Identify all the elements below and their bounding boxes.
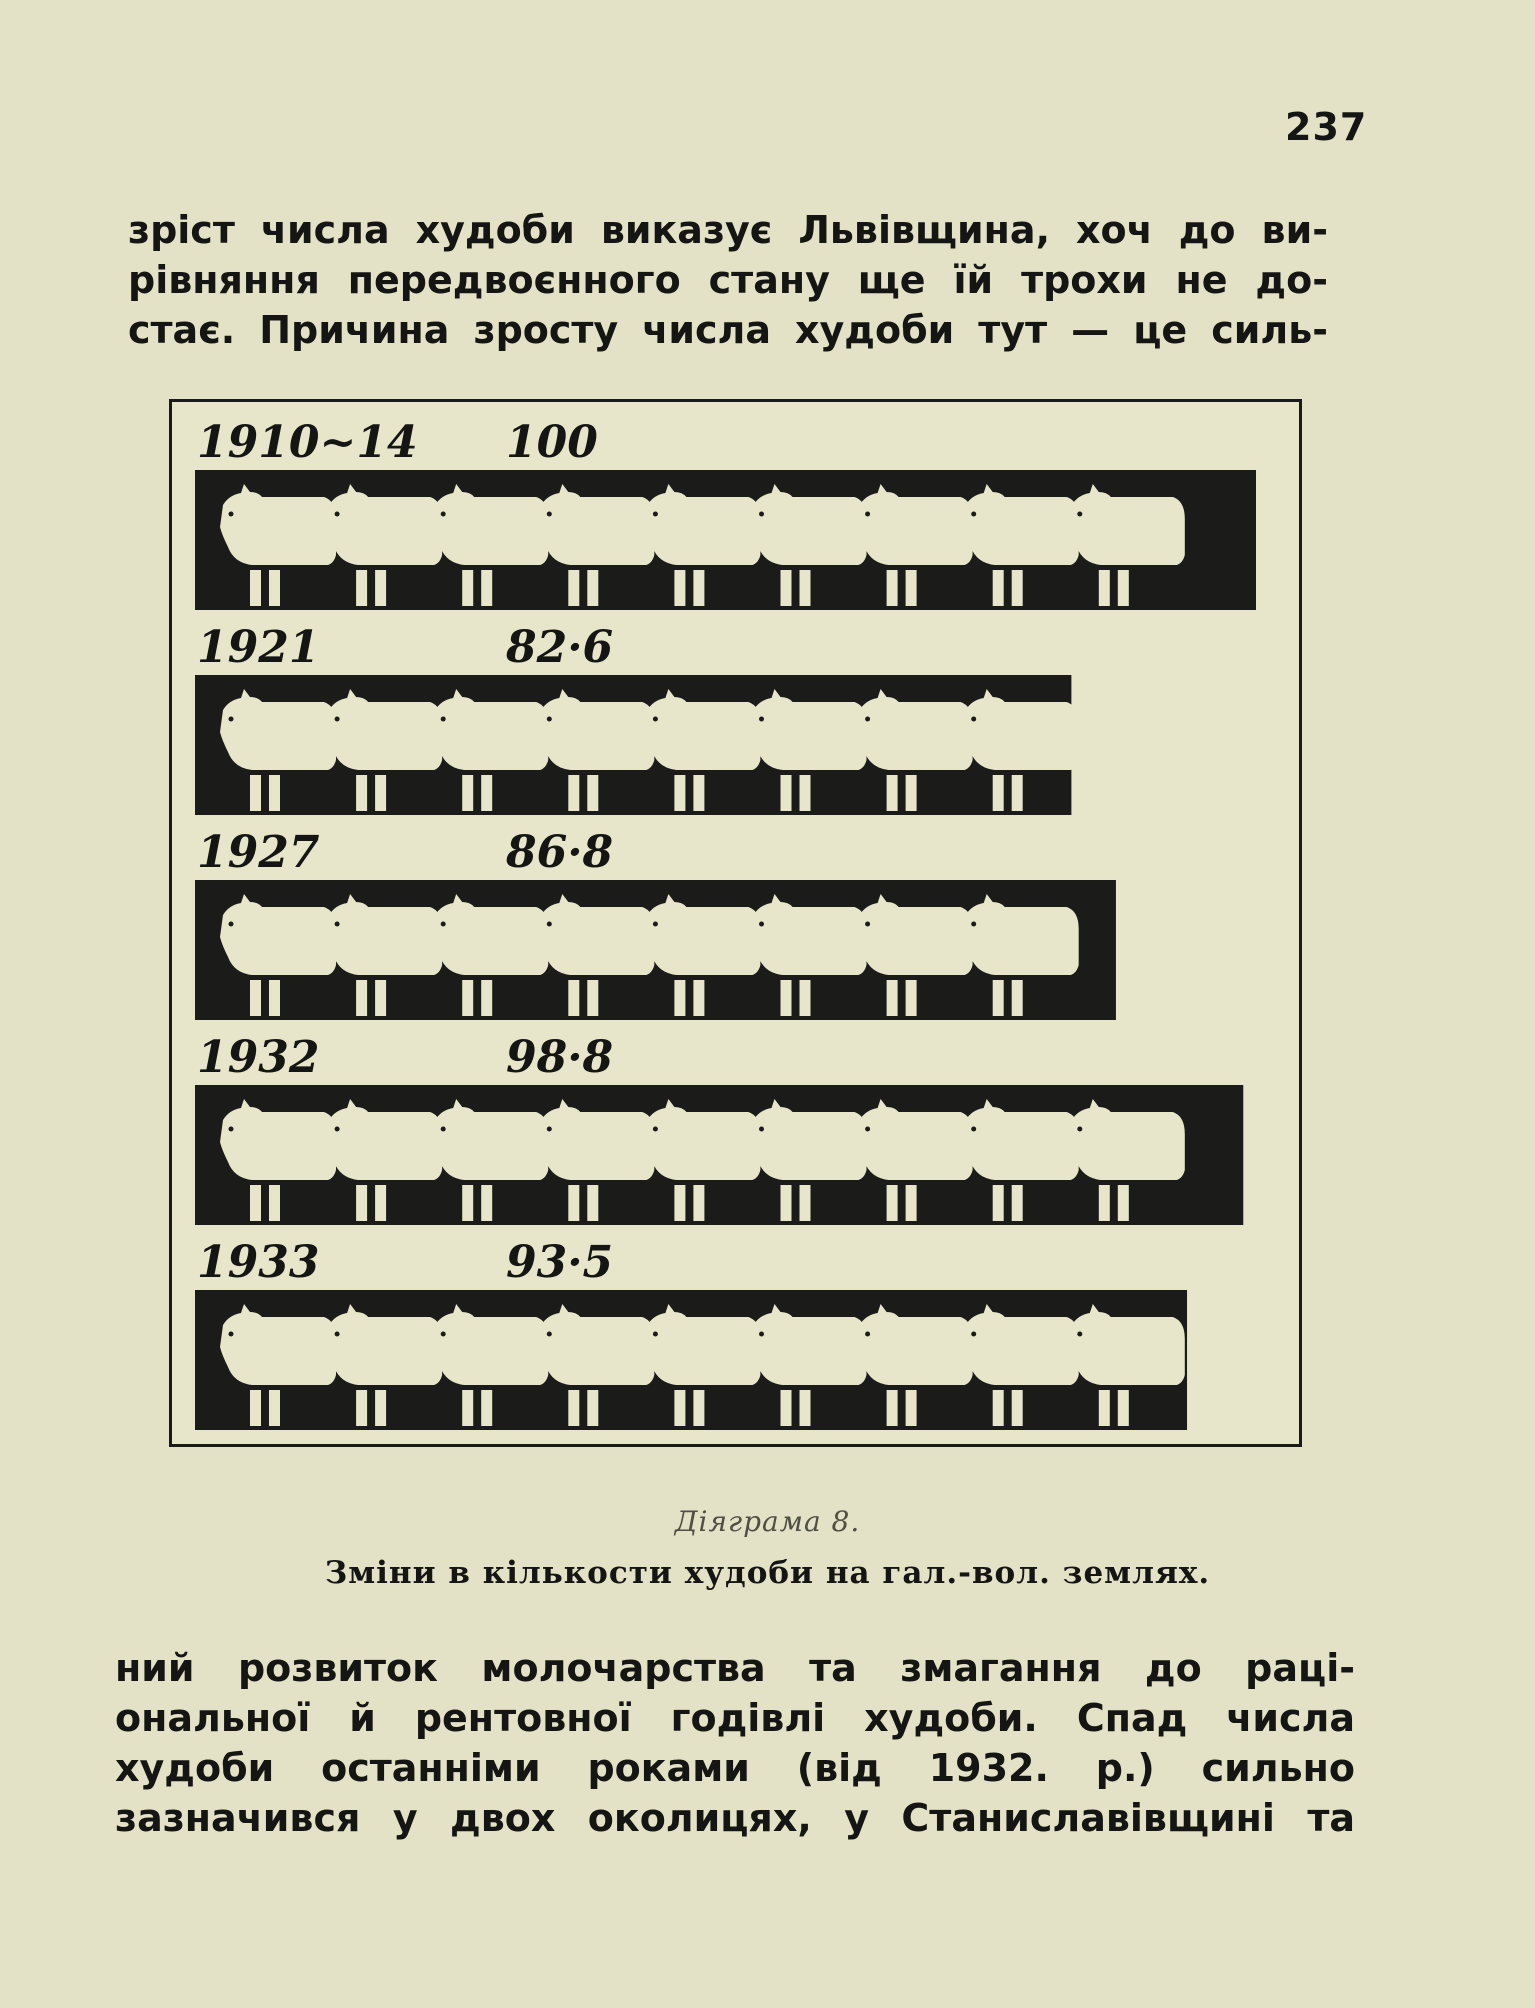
cow-leg xyxy=(250,775,261,811)
cow-leg xyxy=(906,980,917,1016)
row-year-label: 1921 xyxy=(197,622,320,673)
cow-leg xyxy=(674,570,685,606)
cow-leg xyxy=(906,1390,917,1426)
row-value-label: 82·6 xyxy=(506,622,614,673)
row-value-label: 98·8 xyxy=(506,1032,614,1083)
row-value-label: 86·8 xyxy=(506,827,614,878)
cow-leg xyxy=(887,980,898,1016)
row-year-label: 1910~14 xyxy=(197,417,418,468)
cow-eye xyxy=(547,717,552,722)
cow-eye xyxy=(865,1332,870,1337)
cow-leg xyxy=(269,1185,280,1221)
cow-leg xyxy=(693,775,704,811)
cow-leg xyxy=(887,1390,898,1426)
cow-eye xyxy=(759,1332,764,1337)
cow-leg xyxy=(481,1390,492,1426)
cow-eye xyxy=(971,717,976,722)
cow-eye xyxy=(759,512,764,517)
cattle-row xyxy=(195,470,1256,610)
cow-leg xyxy=(1012,570,1023,606)
cow-eye xyxy=(335,717,340,722)
cow-leg xyxy=(1012,1390,1023,1426)
cow-leg xyxy=(887,1185,898,1221)
cow-leg xyxy=(800,980,811,1016)
diagram-frame xyxy=(169,399,1302,1447)
cow-eye xyxy=(971,512,976,517)
cattle-pictogram-chart xyxy=(172,402,1299,1444)
cow-leg xyxy=(800,1185,811,1221)
cow-eye xyxy=(653,1127,658,1132)
cow-eye xyxy=(547,512,552,517)
cow-leg xyxy=(462,980,473,1016)
cow-leg xyxy=(693,1185,704,1221)
cow-eye xyxy=(441,1332,446,1337)
cow-leg xyxy=(269,775,280,811)
cow-leg xyxy=(375,980,386,1016)
cow-eye xyxy=(1077,1332,1082,1337)
cow-leg xyxy=(993,570,1004,606)
cow-leg xyxy=(887,775,898,811)
cow-eye xyxy=(547,1127,552,1132)
cow-eye xyxy=(1077,1127,1082,1132)
cow-leg xyxy=(481,570,492,606)
cow-leg xyxy=(993,1390,1004,1426)
cow-leg xyxy=(568,775,579,811)
paragraph-line: рівняння передвоєнного стану ще їй трохи не до- xyxy=(128,258,1328,302)
cow-eye xyxy=(653,922,658,927)
cow-eye xyxy=(441,717,446,722)
cow-leg xyxy=(887,570,898,606)
row-value-label: 93·5 xyxy=(506,1237,614,1288)
cow-leg xyxy=(1099,1185,1110,1221)
cow-eye xyxy=(759,922,764,927)
diagram-caption-title: Зміни в кількости худоби на гал.-вол. землях. xyxy=(324,1555,1211,1591)
cow-leg xyxy=(674,1185,685,1221)
cow-eye xyxy=(865,717,870,722)
cow-leg xyxy=(356,775,367,811)
cow-eye xyxy=(335,1127,340,1132)
cow-leg xyxy=(781,1185,792,1221)
cattle-row xyxy=(195,675,1079,815)
page-number: 237 xyxy=(1285,105,1368,149)
cow-eye xyxy=(229,512,234,517)
cattle-row xyxy=(195,1290,1187,1430)
cow-leg xyxy=(800,775,811,811)
cow-leg xyxy=(269,570,280,606)
cow-leg xyxy=(993,1185,1004,1221)
cow-leg xyxy=(1118,570,1129,606)
cow-eye xyxy=(1077,512,1082,517)
cow-leg xyxy=(568,570,579,606)
paragraph-line: худоби останніми роками (від 1932. р.) сильно xyxy=(115,1746,1355,1790)
cow-leg xyxy=(693,570,704,606)
cow-leg xyxy=(462,1390,473,1426)
cow-leg xyxy=(375,1390,386,1426)
cow-leg xyxy=(1012,980,1023,1016)
cow-leg xyxy=(356,1390,367,1426)
cow-leg xyxy=(587,1185,598,1221)
cow-leg xyxy=(375,775,386,811)
cow-leg xyxy=(462,570,473,606)
row-year-label: 1933 xyxy=(197,1237,320,1288)
cow-eye xyxy=(865,1127,870,1132)
row-value-label: 100 xyxy=(506,417,598,468)
cow-leg xyxy=(587,980,598,1016)
cow-eye xyxy=(441,1127,446,1132)
cow-eye xyxy=(971,1332,976,1337)
cow-leg xyxy=(1012,775,1023,811)
cow-leg xyxy=(481,1185,492,1221)
cow-leg xyxy=(906,775,917,811)
cow-leg xyxy=(781,570,792,606)
paragraph-line: ний розвиток молочарства та змагання до раці- xyxy=(115,1646,1355,1690)
cow-leg xyxy=(781,1390,792,1426)
cow-eye xyxy=(335,922,340,927)
cow-eye xyxy=(653,512,658,517)
paragraph-line: ональної й рентовної годівлі худоби. Спад числа xyxy=(115,1696,1355,1740)
cow-leg xyxy=(906,570,917,606)
cow-leg xyxy=(587,570,598,606)
cow-leg xyxy=(269,980,280,1016)
cow-leg xyxy=(568,1390,579,1426)
cow-eye xyxy=(653,717,658,722)
cow-eye xyxy=(971,1127,976,1132)
cow-leg xyxy=(993,980,1004,1016)
cow-leg xyxy=(993,775,1004,811)
cow-leg xyxy=(250,1390,261,1426)
cow-leg xyxy=(481,980,492,1016)
cow-leg xyxy=(375,1185,386,1221)
paragraph-line: зазначився у двох околицях, у Станиславівщині та xyxy=(115,1796,1355,1840)
cow-eye xyxy=(547,922,552,927)
cow-eye xyxy=(229,1127,234,1132)
cow-leg xyxy=(1099,1390,1110,1426)
row-year-label: 1927 xyxy=(197,827,320,878)
cow-eye xyxy=(441,922,446,927)
cow-leg xyxy=(481,775,492,811)
cow-leg xyxy=(375,570,386,606)
diagram-caption-label: Діяграма 8. xyxy=(674,1505,861,1538)
row-year-label: 1932 xyxy=(197,1032,320,1083)
cow-eye xyxy=(229,717,234,722)
cow-leg xyxy=(1099,570,1110,606)
cow-leg xyxy=(674,775,685,811)
cattle-row xyxy=(195,1085,1243,1225)
cow-eye xyxy=(441,512,446,517)
cow-leg xyxy=(250,1185,261,1221)
cow-eye xyxy=(547,1332,552,1337)
cow-eye xyxy=(865,922,870,927)
cow-leg xyxy=(781,980,792,1016)
cow-leg xyxy=(356,1185,367,1221)
cow-eye xyxy=(229,922,234,927)
cow-leg xyxy=(781,775,792,811)
cow-leg xyxy=(800,1390,811,1426)
cow-leg xyxy=(587,775,598,811)
cow-eye xyxy=(971,922,976,927)
cow-leg xyxy=(674,1390,685,1426)
top-paragraph xyxy=(128,205,1328,355)
cow-eye xyxy=(759,1127,764,1132)
cow-eye xyxy=(865,512,870,517)
cow-eye xyxy=(759,717,764,722)
cow-leg xyxy=(674,980,685,1016)
cow-leg xyxy=(462,1185,473,1221)
cow-leg xyxy=(587,1390,598,1426)
paragraph-line: зріст числа худоби виказує Львівщина, хоч до ви- xyxy=(128,208,1328,252)
cow-leg xyxy=(269,1390,280,1426)
cow-leg xyxy=(693,980,704,1016)
cow-eye xyxy=(229,1332,234,1337)
cow-leg xyxy=(1118,1185,1129,1221)
cow-leg xyxy=(356,980,367,1016)
cow-leg xyxy=(693,1390,704,1426)
cow-leg xyxy=(906,1185,917,1221)
cow-eye xyxy=(335,512,340,517)
cow-leg xyxy=(250,980,261,1016)
cow-leg xyxy=(1012,1185,1023,1221)
cow-leg xyxy=(568,980,579,1016)
cow-leg xyxy=(800,570,811,606)
cow-leg xyxy=(462,775,473,811)
cattle-row xyxy=(195,880,1116,1020)
paragraph-line: стає. Причина зросту числа худоби тут — це силь- xyxy=(128,308,1328,352)
cow-leg xyxy=(356,570,367,606)
cow-leg xyxy=(250,570,261,606)
cow-eye xyxy=(653,1332,658,1337)
bottom-paragraph xyxy=(115,1643,1355,1843)
cow-eye xyxy=(335,1332,340,1337)
cow-leg xyxy=(568,1185,579,1221)
cow-leg xyxy=(1118,1390,1129,1426)
